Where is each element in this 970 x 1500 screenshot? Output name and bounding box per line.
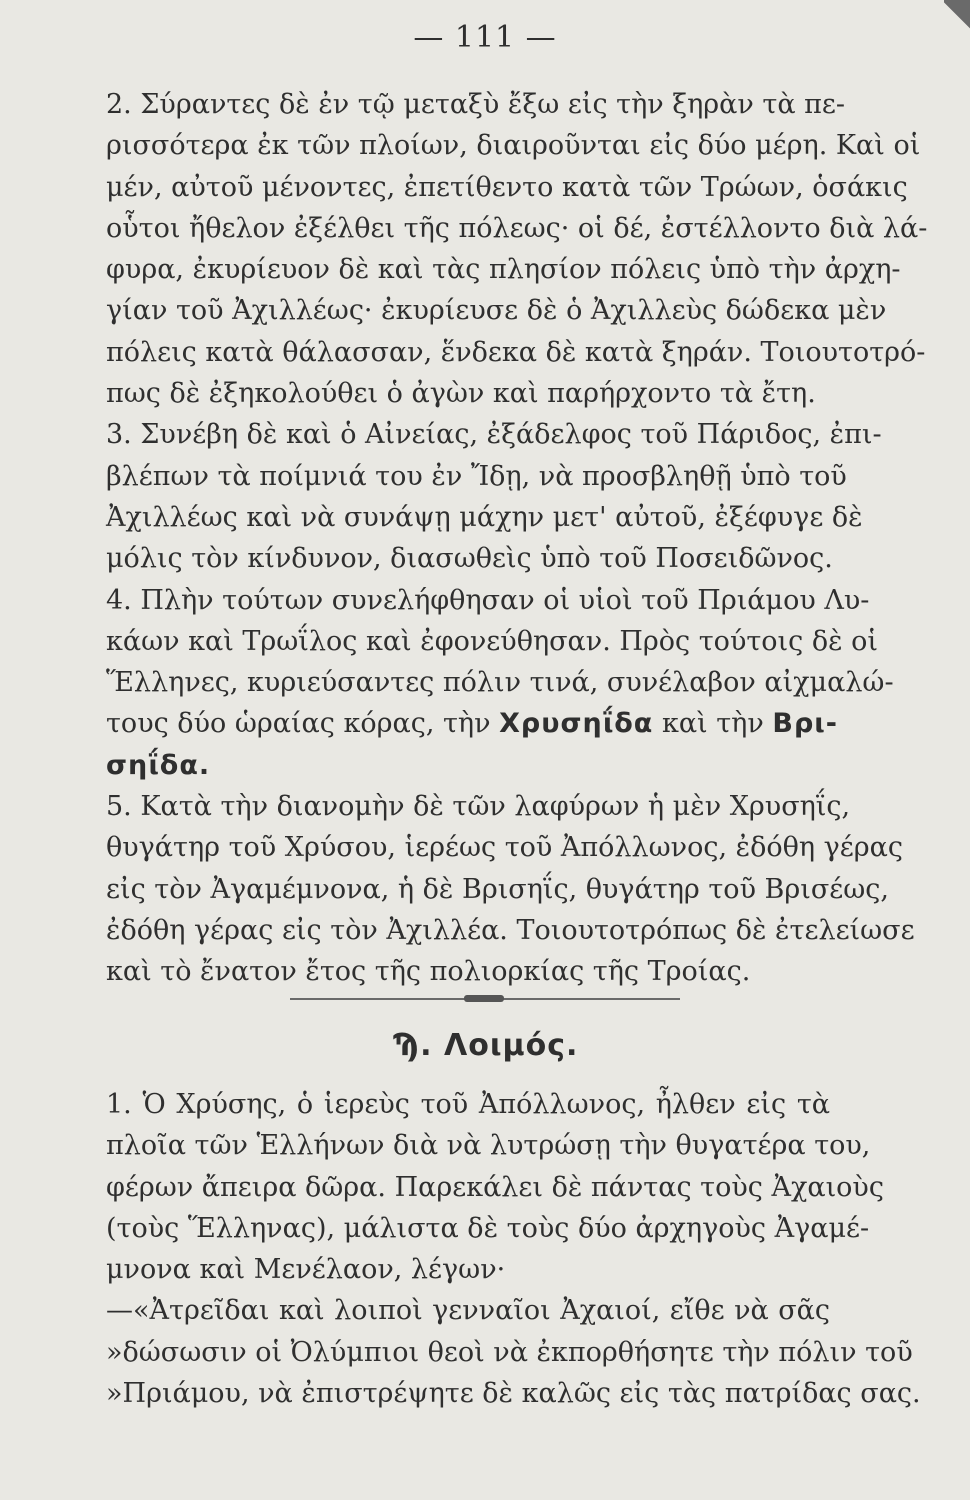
text-line: κάων καὶ Τρωΐλος καὶ ἐφονεύθησαν. Πρὸς τούτοις δὲ οἱ <box>106 625 879 657</box>
text-line: 5. Κατὰ τὴν διανομὴν δὲ τῶν λαφύρων ἡ μὲν Χρυσηΐς, <box>106 791 851 823</box>
text-line: γίαν τοῦ Ἀχιλλέως· ἐκυρίευσε δὲ ὁ Ἀχιλλεὺς δώδεκα μὲν <box>106 295 887 327</box>
text-line: 3. Συνέβη δὲ καὶ ὁ Αἰνείας, ἐξάδελφος τοῦ Πάριδος, ἐπι- <box>106 419 882 451</box>
text-line: 2. Σύραντες δὲ ἐν τῷ μεταξὺ ἔξω εἰς τὴν ξηρὰν τὰ πε- <box>106 89 846 120</box>
text-line: —«Ἀτρεῖδαι καὶ λοιποὶ γενναῖοι Ἀχαιοί, εἴθε νὰ σᾶς <box>106 1295 830 1327</box>
text-line <box>106 745 830 786</box>
text-line: 1. Ὁ Χρύσης, ὁ ἱερεὺς τοῦ Ἀπόλλωνος, ἦλθεν εἰς τὰ <box>106 1089 830 1120</box>
name-briseis-part1: Βρι- <box>772 708 838 740</box>
text-line: εἰς τὸν Ἀγαμέμνονα, ἡ δὲ Βρισηΐς, θυγάτηρ τοῦ Βρισέως, <box>106 873 889 905</box>
text-line: (τοὺς Ἕλληνας), μάλιστα δὲ τοὺς δύο ἀρχηγοὺς Ἀγαμέ- <box>106 1212 870 1244</box>
name-briseis-part2: σηΐδα. <box>106 749 211 781</box>
text-line: μόλις τὸν κίνδυνον, διασωθεὶς ὑπὸ τοῦ Ποσειδῶνος. <box>106 543 833 575</box>
section-title: Ϡ. Λοιμός. <box>391 1028 579 1063</box>
text-line: μνονα καὶ Μενέλαον, λέγων· <box>106 1254 506 1286</box>
text-line: πως δὲ ἐξηκολούθει ὁ ἀγὼν καὶ παρήρχοντο τὰ ἔτη. <box>106 378 816 410</box>
page-number: — 111 — <box>413 20 557 55</box>
text-line: ρισσότερα ἐκ τῶν πλοίων, διαιροῦνται εἰς δύο μέρη. Καὶ οἱ <box>106 130 921 162</box>
text-line: οὗτοι ἤθελον ἐξέλθει τῆς πόλεως· οἱ δέ, ἐστέλλοντο διὰ λά- <box>106 212 928 244</box>
body-text-block-1 <box>106 84 928 993</box>
divider-ornament <box>464 995 504 1002</box>
text-line: πόλεις κατὰ θάλασσαν, ἕνδεκα δὲ κατὰ ξηράν. Τοιουτοτρό- <box>106 336 926 368</box>
text-line: Ἀχιλλέως καὶ νὰ συνάψῃ μάχην μετ' αὐτοῦ, ἐξέφυγε δὲ <box>106 501 863 533</box>
text-line: Ἕλληνες, κυριεύσαντες πόλιν τινά, συνέλαβον αἰχμαλώ- <box>106 667 894 699</box>
body-text-block-2 <box>106 1084 921 1414</box>
text-line-with-names <box>106 703 838 744</box>
text-fragment: καὶ τὴν <box>661 708 764 740</box>
text-line: ἐδόθη γέρας εἰς τὸν Ἀχιλλέα. Τοιουτοτρόπως δὲ ἐτελείωσε <box>106 914 915 946</box>
text-line: 4. Πλὴν τούτων συνελήφθησαν οἱ υἱοὶ τοῦ Πριάμου Λυ- <box>106 584 870 616</box>
text-line: θυγάτηρ τοῦ Χρύσου, ἱερέως τοῦ Ἀπόλλωνος, ἐδόθη γέρας <box>106 832 903 864</box>
name-chryseis: Χρυσηΐδα <box>499 708 654 740</box>
text-line: φέρων ἄπειρα δῶρα. Παρεκάλει δὲ πάντας τοὺς Ἀχαιοὺς <box>106 1171 884 1203</box>
text-line: μέν, αὐτοῦ μένοντες, ἐπετίθεντο κατὰ τῶν Τρώων, ὁσάκις <box>106 171 908 203</box>
text-line: βλέπων τὰ ποίμνιά του ἐν Ἴδῃ, νὰ προσβληθῇ ὑπὸ τοῦ <box>106 460 847 492</box>
text-fragment: τους δύο ὡραίας κόρας, τὴν <box>106 708 491 740</box>
text-line: πλοῖα τῶν Ἑλλήνων διὰ νὰ λυτρώσῃ τὴν θυγατέρα του, <box>106 1130 871 1162</box>
text-line: καὶ τὸ ἔνατον ἔτος τῆς πολιορκίας τῆς Τροίας. <box>106 956 751 988</box>
text-line: »δώσωσιν οἱ Ὀλύμπιοι θεοὶ νὰ ἐκπορθήσητε τὴν πόλιν τοῦ <box>106 1336 913 1368</box>
text-line: φυρα, ἐκυρίευον δὲ καὶ τὰς πλησίον πόλεις ὑπὸ τὴν ἀρχη- <box>106 254 901 286</box>
text-line: »Πριάμου, νὰ ἐπιστρέψητε δὲ καλῶς εἰς τὰς πατρίδας σας. <box>106 1378 921 1410</box>
